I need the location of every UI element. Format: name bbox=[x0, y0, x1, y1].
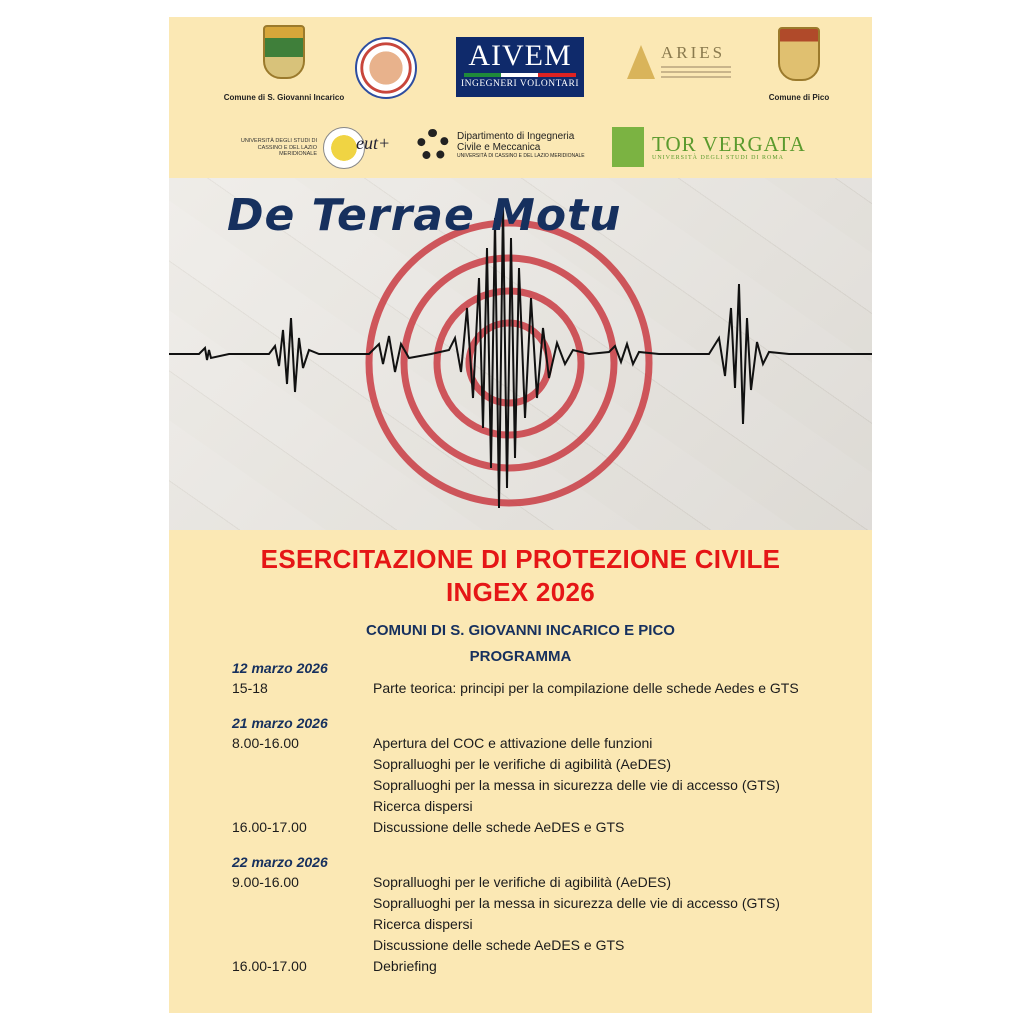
schedule-time: 16.00-17.00 bbox=[232, 819, 307, 835]
schedule-activities bbox=[373, 678, 862, 699]
aries-logo bbox=[627, 43, 731, 81]
schedule-time: 9.00-16.00 bbox=[232, 874, 299, 890]
eut-logo: eut+ bbox=[356, 133, 391, 153]
schedule-row bbox=[232, 733, 862, 817]
schedule-day bbox=[232, 658, 862, 699]
seismic-wave-trace bbox=[169, 203, 872, 508]
protezione-civile-seal-icon bbox=[355, 37, 417, 99]
schedule bbox=[232, 658, 862, 991]
aries-name: ARIES bbox=[661, 43, 726, 62]
schedule-activity: Discussione delle schede AeDES e GTS bbox=[373, 937, 625, 953]
aivem-title: AIVEM bbox=[468, 39, 572, 72]
schedule-date: 21 marzo 2026 bbox=[232, 715, 328, 731]
banner-title: De Terrae Motu bbox=[227, 190, 622, 241]
programma-heading: PROGRAMMA bbox=[469, 648, 572, 665]
comune-sgi-logo bbox=[209, 25, 359, 102]
schedule-day bbox=[232, 713, 862, 838]
comune-sgi-label: Comune di S. Giovanni Incarico bbox=[223, 93, 345, 102]
schedule-row bbox=[232, 678, 862, 699]
dicem-logo bbox=[417, 129, 585, 161]
gear-icon bbox=[417, 129, 449, 161]
poster bbox=[169, 17, 872, 1013]
tor-vergata-logo bbox=[612, 127, 806, 167]
comune-sgi-crest-icon bbox=[263, 25, 305, 79]
schedule-activity: Ricerca dispersi bbox=[373, 916, 473, 932]
tor-vergata-mark-icon bbox=[612, 127, 644, 167]
aivem-logo bbox=[456, 37, 584, 97]
schedule-row bbox=[232, 872, 862, 956]
schedule-activity: Apertura del COC e attivazione delle funzioni bbox=[373, 735, 653, 751]
schedule-activity: Discussione delle schede AeDES e GTS bbox=[373, 819, 625, 835]
schedule-activity: Sopralluoghi per la messa in sicurezza delle vie di accesso (GTS) bbox=[373, 895, 780, 911]
schedule-time: 8.00-16.00 bbox=[232, 735, 299, 751]
aries-tagline-lines bbox=[661, 66, 731, 78]
schedule-activity: Debriefing bbox=[373, 958, 437, 974]
dicem-line1: Dipartimento di Ingegneria bbox=[457, 130, 575, 142]
schedule-activities bbox=[373, 956, 862, 977]
comune-pico-logo bbox=[759, 27, 839, 102]
comune-pico-crest-icon bbox=[778, 27, 820, 81]
schedule-activity: Sopralluoghi per le verifiche di agibilità (AeDES) bbox=[373, 874, 672, 890]
schedule-day bbox=[232, 852, 862, 977]
schedule-activities bbox=[373, 733, 862, 817]
schedule-activities bbox=[373, 872, 862, 956]
schedule-activity: Parte teorica: principi per la compilazione delle schede Aedes e GTS bbox=[373, 680, 799, 696]
exercise-subtitle: INGEX 2026 bbox=[446, 577, 595, 607]
schedule-activity: Sopralluoghi per le verifiche di agibilità (AeDES) bbox=[373, 756, 672, 772]
unicas-text: UNIVERSITÀ DEGLI STUDI DI CASSINO E DEL LAZIO MERIDIONALE bbox=[240, 138, 317, 158]
aries-triangle-icon bbox=[627, 45, 655, 79]
schedule-time: 16.00-17.00 bbox=[232, 958, 307, 974]
schedule-activities bbox=[373, 817, 862, 838]
schedule-date: 22 marzo 2026 bbox=[232, 854, 328, 870]
comune-pico-label: Comune di Pico bbox=[768, 93, 830, 102]
schedule-time: 15-18 bbox=[232, 680, 268, 696]
exercise-title: ESERCITAZIONE DI PROTEZIONE CIVILE bbox=[260, 544, 781, 574]
dicem-line2: Civile e Meccanica bbox=[457, 141, 541, 153]
schedule-row bbox=[232, 956, 862, 977]
schedule-activity: Ricerca dispersi bbox=[373, 798, 473, 814]
seismograph-banner bbox=[169, 178, 872, 530]
unicas-logo bbox=[237, 127, 365, 169]
aivem-subtitle: INGEGNERI VOLONTARI bbox=[460, 79, 580, 89]
schedule-date: 12 marzo 2026 bbox=[232, 660, 328, 676]
schedule-activity: Sopralluoghi per la messa in sicurezza delle vie di accesso (GTS) bbox=[373, 777, 780, 793]
comuni-heading: COMUNI DI S. GIOVANNI INCARICO E PICO bbox=[366, 622, 675, 639]
dicem-line3: UNIVERSITÀ DI CASSINO E DEL LAZIO MERIDIONALE bbox=[457, 152, 585, 159]
tor-vergata-name: TOR VERGATA bbox=[652, 132, 806, 156]
tor-vergata-sub: UNIVERSITÀ DEGLI STUDI DI ROMA bbox=[652, 155, 784, 161]
schedule-row bbox=[232, 817, 862, 838]
